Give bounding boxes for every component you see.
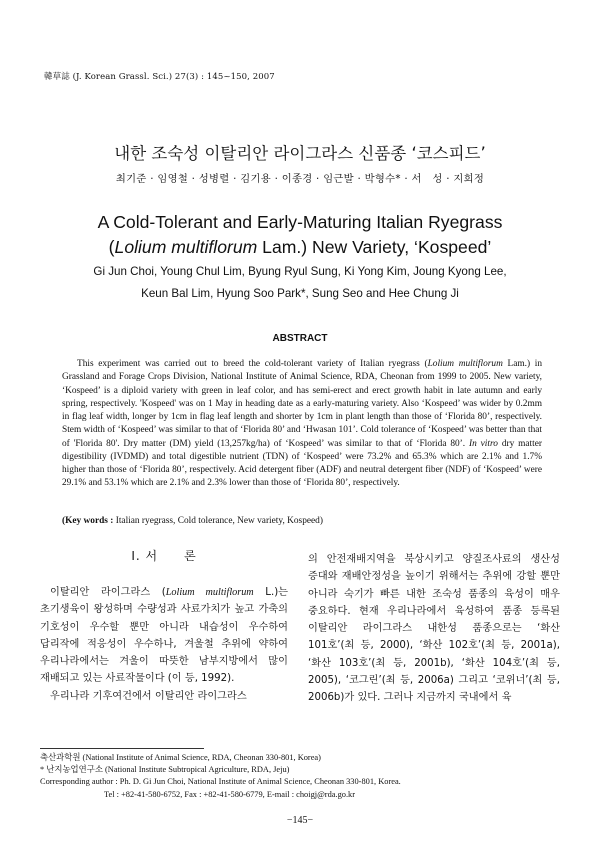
english-authors-line1: Gi Jun Choi, Young Chul Lim, Byung Ryul Sung, Ki Yong Kim, Joung Kyong Lee,	[93, 265, 507, 278]
keywords-text: Italian ryegrass, Cold tolerance, New variety, Kospeed)	[113, 516, 323, 526]
abstract-body	[62, 358, 542, 491]
footnote-affiliation-2: * 난지농업연구소 (National Institute Subtropical Agriculture, RDA, Jeju)	[40, 765, 290, 775]
title-paren: (	[108, 237, 115, 257]
footnote-affiliation-1: 축산과학원 (National Institute of Animal Science, RDA, Cheonan 330-801, Korea)	[40, 753, 321, 762]
english-title-line1: A Cold-Tolerant and Early-Maturing Italian Ryegrass	[97, 212, 503, 232]
footnote-contact: Tel : +82-41-580-6752, Fax : +82-41-580-6779, E-mail : choigj@rda.go.kr	[104, 789, 356, 799]
abstract-heading: ABSTRACT	[272, 333, 328, 344]
abstract-species-italic: Lolium multiflorum	[427, 359, 503, 369]
left-species-italic: Lolium multiflorum	[165, 587, 254, 598]
abstract-text-2: Lam.) in Grassland and Forage Crops Division, National Institute of Animal Science, RDA, Cheonan from 1999 to 2005. New variety, ‘Kospeed’ is a diploid variety with green in leaf color, and has semi-erect and erect growth habit in late autumn and early spring, respectively. 'Kospeed' was on 1 May in heading date as a early-maturing variety. Also ‘Kospeed’ was wider by 0.2mm in flag leaf width, longer by 1cm in flag leaf length and shorter by 1cm in plant length than those of ‘Florida 80’, respectively. Stem width of ‘Kospeed’ was similar to that of ‘Florida 80’ and ‘Hwasan 101’. Cold tolerance of ‘Kospeed’ was better than that of 'Florida 80'. Dry matter (DM) yield (13,257kg/ha) of ‘Kospeed’ was similar to that of ‘Florida 80’.	[62, 359, 542, 449]
journal-citation: 韓草誌 (J. Korean Grassl. Sci.) 27(3) : 145~150, 2007	[44, 72, 275, 82]
english-authors-line2: Keun Bal Lim, Hyung Soo Park*, Sung Seo and Hee Chung Ji	[141, 287, 459, 300]
title-rest: Lam.) New Variety, ‘Kospeed’	[257, 237, 492, 257]
keywords	[62, 516, 542, 526]
abstract-text-3: dry matter digestibility (IVDMD) and total digestible nutrient (TDN) of ‘Kospeed’ were 73.2% and 65.3% which are 2.1% and 1.7% higher than those of ‘Florida 80’, respectively. Acid detergent fiber (ADF) and neutral detergent fiber (NDF) of ‘Kospeed’ were 29.1% and 53.1% which are 2.1% and 2.3% lower than those of ‘Florida 80’, respectively.	[62, 438, 543, 489]
section-heading-introduction: Ⅰ. 서 론	[131, 549, 197, 563]
left-paragraph-2: 우리나라 기후여건에서 이탈리안 라이그라스	[50, 690, 247, 702]
abstract-invitro-italic: In vitro	[469, 438, 498, 449]
footnote-divider	[40, 748, 204, 749]
footnotes	[40, 752, 560, 801]
title-species-italic: Lolium multiflorum	[114, 237, 258, 257]
korean-title: 내한 조숙성 이탈리안 라이그라스 신품종 ‘코스피드’	[114, 144, 486, 163]
left-text-2: L.)는 초기생육이 왕성하며 수량성과 사료가치가 높고 가축의 기호성이 우수할 뿐만 아니라 내습성이 우수하여 답리작에 적응성이 우수하나, 겨울철 추위에 약하여 우리나라에서는 겨울이 따뜻한 남부지방에서 많이 재배되고 있는 사료작물이다 (이 등, 1992).	[40, 587, 289, 685]
right-column-text: 의 안전재배지역을 북상시키고 양질조사료의 생산성 증대와 재배안정성을 높이기 위해서는 추위에 강할 뿐만 아니라 숙기가 빠른 내한 조숙성 품종의 육성이 매우 중요하다. 현재 우리나라에서 육성하여 품종 등록된 이탈리안 라이그라스 내한성 품종으로는 ‘화산 101호’(최 등, 2000), ‘화산 102호’(최 등, 2001a), ‘화산 103호’(최 등, 2001b), ‘화산 104호’(최 등, 2005), ‘코그린’(최 등, 2006a) 그리고 ‘코위너’(최 등, 2006b)가 있다. 그러나 지금까지 국내에서 육	[308, 554, 560, 704]
korean-authors: 최기준 · 임영철 · 성병렬 · 김기용 · 이종경 · 임근발 · 박형수* · 서 성 · 지희정	[115, 173, 485, 185]
page-number: −145−	[286, 815, 314, 826]
english-title-line2	[0, 237, 600, 258]
left-text-1: 이탈리안 라이그라스 (	[50, 587, 166, 598]
left-paragraph-1	[40, 584, 288, 688]
left-column-text	[40, 584, 288, 705]
footnote-corresponding: Corresponding author : Ph. D. Gi Jun Choi, National Institute of Animal Science, Cheonan 330-801, Korea.	[40, 777, 401, 787]
abstract-text-1: This experiment was carried out to breed the cold-tolerant variety of Italian ryegrass (	[77, 359, 428, 369]
keywords-label: (Key words :	[62, 516, 114, 526]
